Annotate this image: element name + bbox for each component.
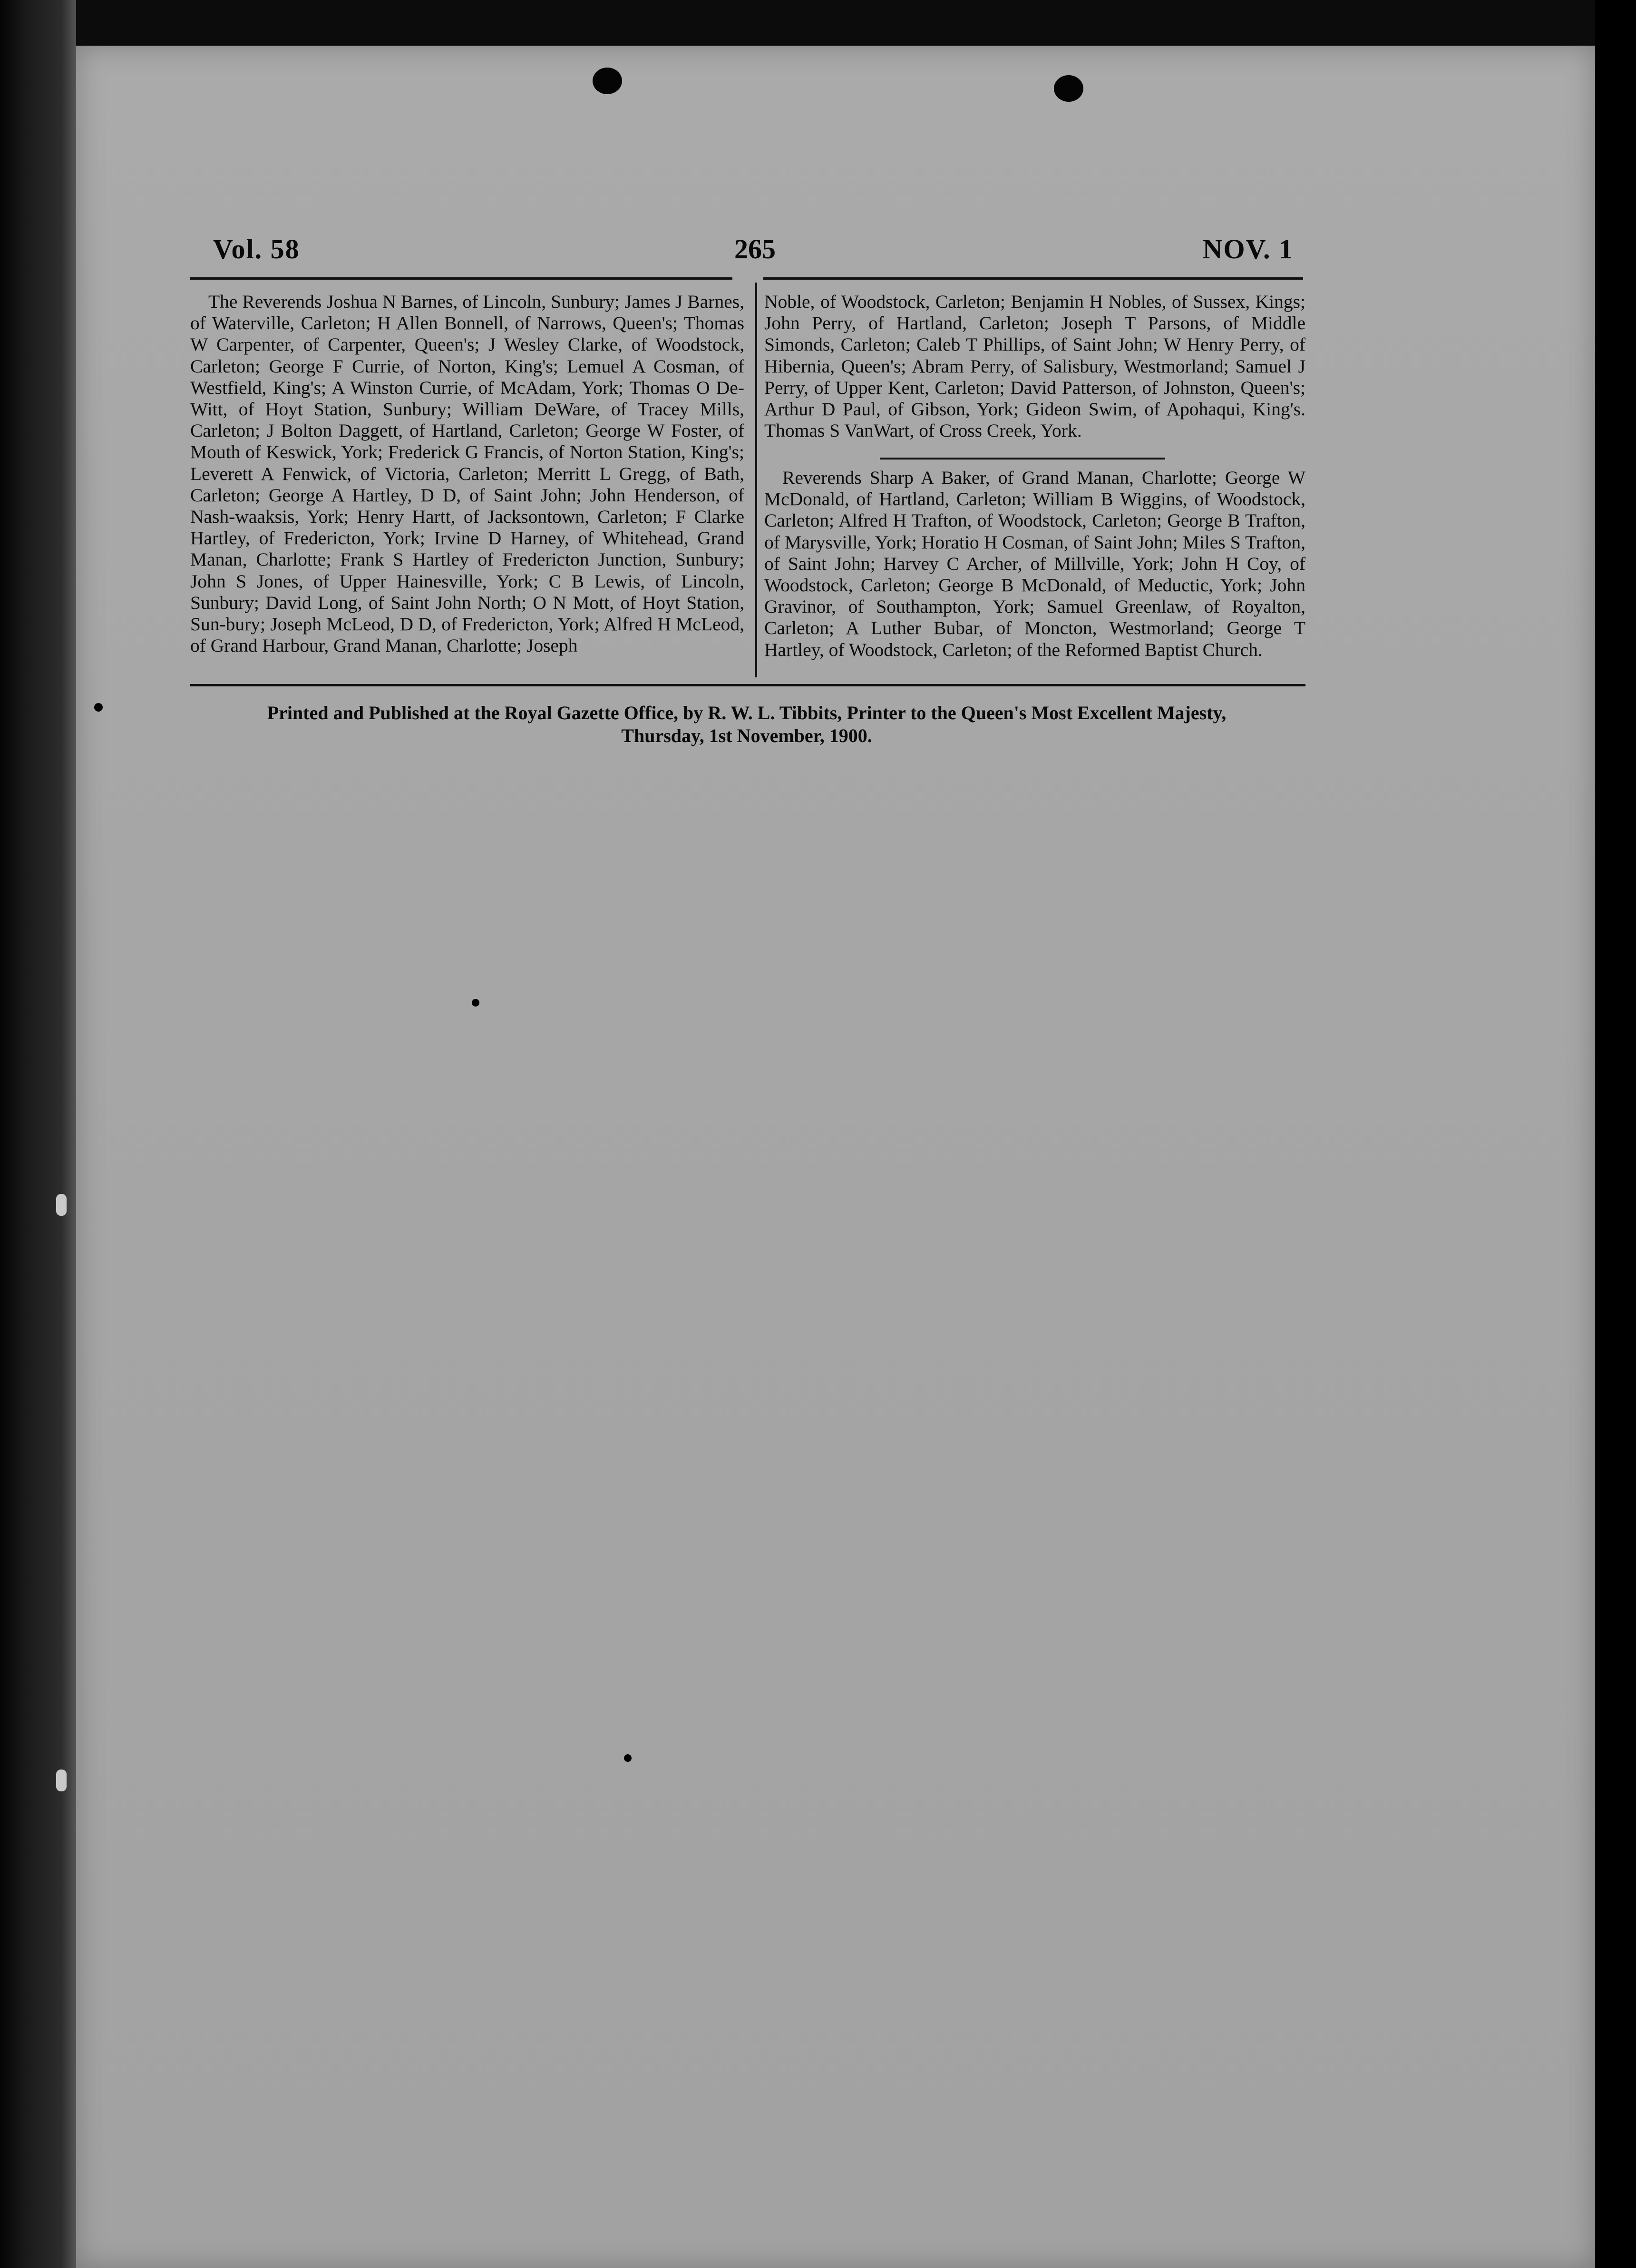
footer-rule bbox=[190, 684, 1305, 686]
column-divider bbox=[755, 283, 757, 677]
printer-imprint bbox=[195, 702, 1298, 747]
ink-speck bbox=[624, 1754, 632, 1762]
imprint-date: Thursday, 1st November, 1900. bbox=[621, 725, 872, 746]
left-column bbox=[190, 291, 744, 656]
reformed-baptist-paragraph: Reverends Sharp A Baker, of Grand Manan, Charlotte; George W McDonald, of Hartland, Carleton; William B Wiggins, of Woodstock, Carleton; Alfred H Trafton, of Woodstock, Carleton; George B Trafton, of Marysville, York; Horatio H Cosman, of Saint John; Miles S Trafton, of Saint John; Harvey C Archer, of Millville, York; John H Coy, of Woodstock, Carleton; George B McDonald, of Meductic, York; John Gravinor, of Southampton, York; Samuel Greenlaw, of Royalton, Carleton; A Luther Bubar, of Moncton, Westmorland; George T Hartley, of Woodstock, Carleton; of the Reformed Baptist Church. bbox=[764, 467, 1305, 660]
volume-label: Vol. 58 bbox=[213, 234, 300, 264]
ink-speck bbox=[472, 999, 479, 1007]
clergy-list-continuation: Noble, of Woodstock, Carleton; Benjamin H Nobles, of Sussex, Kings; John Perry, of Hartland, Carleton; Joseph T Parsons, of Middle Simonds, Carleton; Caleb T Phillips, of Saint John; W Henry Perry, of Hibernia, Queen's; Abram Perry, of Salisbury, Westmorland; Samuel J Perry, of Upper Kent, Carleton; David Patterson, of Johnston, Queen's; Arthur D Paul, of Gibson, York; Gideon Swim, of Apohaqui, King's. Thomas S VanWart, of Cross Creek, York. bbox=[764, 291, 1305, 441]
punch-hole bbox=[593, 68, 622, 94]
clergy-list-paragraph: The Reverends Joshua N Barnes, of Lincoln, Sunbury; James J Barnes, of Waterville, Carleton; H Allen Bonnell, of Narrows, Queen's; Thomas W Carpenter, of Carpenter, Queen's; J Wesley Clarke, of Woodstock, Carleton; George F Currie, of Norton, King's; Lemuel A Cosman, of Westfield, King's; A Winston Currie, of McAdam, York; Thomas O De-Witt, of Hoyt Station, Sunbury; William DeWare, of Tracey Mills, Carleton; J Bolton Daggett, of Hartland, Carleton; George W Foster, of Mouth of Keswick, York; Frederick G Francis, of Norton Station, King's; Leverett A Fenwick, of Victoria, Carleton; Merritt L Gregg, of Bath, Carleton; George A Hartley, D D, of Saint John; John Henderson, of Nash-waaksis, York; Henry Hartt, of Jacksontown, Carleton; F Clarke Hartley, of Fredericton, York; Irvine D Harney, of Whitehead, Grand Manan, Charlotte; Frank S Hartley of Fredericton Junction, Sunbury; John S Jones, of Upper Hainesville, York; C B Lewis, of Lincoln, Sunbury; David Long, of Saint John North; O N Mott, of Hoyt Station, Sun-bury; Joseph McLeod, D D, of Fredericton, York; Alfred H McLeod, of Grand Harbour, Grand Manan, Charlotte; Joseph bbox=[190, 291, 744, 656]
binding-staple bbox=[56, 1194, 67, 1216]
issue-date: NOV. 1 bbox=[1202, 234, 1294, 264]
page-header bbox=[138, 233, 1294, 271]
right-column bbox=[764, 291, 1305, 441]
scan-edge bbox=[1595, 0, 1636, 2268]
header-rule-right bbox=[763, 277, 1303, 280]
binding-edge bbox=[0, 0, 76, 2268]
punch-hole bbox=[1054, 75, 1083, 102]
imprint-line: Printed and Published at the Royal Gazette Office, by R. W. L. Tibbits, Printer to the Queen's Most Excellent Majesty, bbox=[267, 702, 1227, 723]
page-number: 265 bbox=[734, 234, 776, 264]
right-column-section bbox=[764, 467, 1305, 661]
section-rule bbox=[880, 458, 1165, 459]
binding-staple bbox=[56, 1769, 67, 1791]
header-rule-left bbox=[190, 277, 732, 280]
ink-speck bbox=[94, 703, 103, 712]
